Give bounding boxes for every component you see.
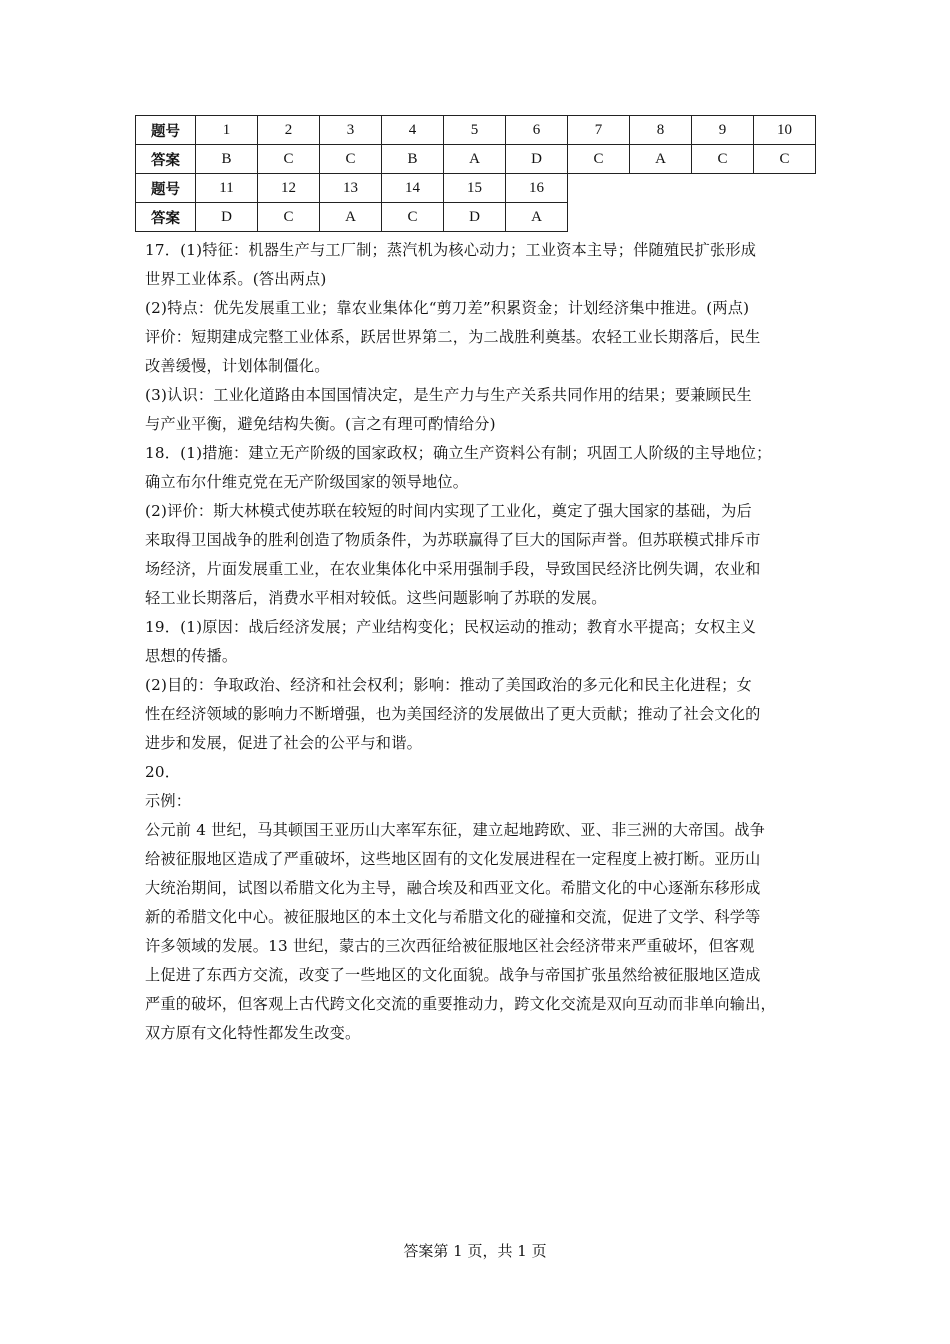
text-line: 大统治期间，试图以希腊文化为主导，融合埃及和西亚文化。希腊文化的中心逐渐东移形成 <box>145 879 761 897</box>
answer-header: 答案 <box>136 145 196 174</box>
text-line: 上促进了东西方交流，改变了一些地区的文化面貌。战争与帝国扩张虽然给被征服地区造成 <box>145 966 761 984</box>
text-line: (2)评价：斯大林模式使苏联在较短的时间内实现了工业化，奠定了强大国家的基础，为后 <box>145 502 752 520</box>
answer-cell: D <box>506 145 568 174</box>
text-line: 新的希腊文化中心。被征服地区的本土文化与希腊文化的碰撞和交流，促进了文学、科学等 <box>145 908 761 926</box>
table-row <box>136 203 816 232</box>
text-line: (3)认识：工业化道路由本国国情决定，是生产力与生产关系共同作用的结果；要兼顾民生 <box>145 386 752 404</box>
question-number: 4 <box>382 116 444 145</box>
text-line: 改善缓慢，计划体制僵化。 <box>145 357 330 375</box>
text-line: 双方原有文化特性都发生改变。 <box>145 1024 361 1042</box>
text-line: 20． <box>145 763 181 781</box>
answer-cell: C <box>320 145 382 174</box>
answer-cell: B <box>196 145 258 174</box>
answer-cell: C <box>568 145 630 174</box>
text-line: 评价：短期建成完整工业体系，跃居世界第二，为二战胜利奠基。农轻工业长期落后，民生 <box>145 328 761 346</box>
answer-cell: A <box>444 145 506 174</box>
question-number: 10 <box>754 116 816 145</box>
text-line: 17．(1)特征：机器生产与工厂制；蒸汽机为核心动力；工业资本主导；伴随殖民扩张形成 <box>145 241 757 259</box>
question-number-header: 题号 <box>136 116 196 145</box>
empty-cell <box>568 203 816 232</box>
text-line: 来取得卫国战争的胜利创造了物质条件，为苏联赢得了巨大的国际声誉。但苏联模式排斥市 <box>145 531 761 549</box>
answer-cell: A <box>630 145 692 174</box>
answer-cell: C <box>692 145 754 174</box>
question-number: 7 <box>568 116 630 145</box>
question-number: 12 <box>258 174 320 203</box>
question-number: 2 <box>258 116 320 145</box>
answer-cell: A <box>320 203 382 232</box>
text-line: (2)目的：争取政治、经济和社会权利；影响：推动了美国政治的多元化和民主化进程；女 <box>145 676 752 694</box>
answer-header: 答案 <box>136 203 196 232</box>
question-number: 6 <box>506 116 568 145</box>
text-line: 示例： <box>145 792 192 810</box>
text-line: 与产业平衡，避免结构失衡。(言之有理可酌情给分) <box>145 415 496 433</box>
question-number: 16 <box>506 174 568 203</box>
empty-cell <box>568 174 816 203</box>
answer-cell: B <box>382 145 444 174</box>
answer-cell: A <box>506 203 568 232</box>
question-number: 8 <box>630 116 692 145</box>
question-number: 9 <box>692 116 754 145</box>
text-line: 许多领域的发展。13 世纪，蒙古的三次西征给被征服地区社会经济带来严重破坏，但客观 <box>145 937 755 955</box>
text-line: 确立布尔什维克党在无产阶级国家的领导地位。 <box>145 473 469 491</box>
text-line: (2)特点：优先发展重工业；靠农业集体化“剪刀差”积累资金；计划经济集中推进。(两点) <box>145 299 750 317</box>
answer-cell: C <box>258 203 320 232</box>
answer-cell: D <box>444 203 506 232</box>
answer-cell: C <box>754 145 816 174</box>
text-line: 性在经济领域的影响力不断增强，也为美国经济的发展做出了更大贡献；推动了社会文化的 <box>145 705 761 723</box>
text-line: 进步和发展，促进了社会的公平与和谐。 <box>145 734 422 752</box>
question-number: 15 <box>444 174 506 203</box>
table-row <box>136 145 816 174</box>
question-number: 1 <box>196 116 258 145</box>
table-row <box>136 174 816 203</box>
text-line: 19．(1)原因：战后经济发展；产业结构变化；民权运动的推动；教育水平提高；女权主义 <box>145 618 757 636</box>
text-line: 场经济，片面发展重工业，在农业集体化中采用强制手段，导致国民经济比例失调，农业和 <box>145 560 761 578</box>
question-number-header: 题号 <box>136 174 196 203</box>
text-line: 18．(1)措施：建立无产阶级的国家政权；确立生产资料公有制；巩固工人阶级的主导地位； <box>145 444 772 462</box>
question-number: 5 <box>444 116 506 145</box>
text-line: 世界工业体系。(答出两点) <box>145 270 327 288</box>
question-number: 3 <box>320 116 382 145</box>
text-line: 轻工业长期落后，消费水平相对较低。这些问题影响了苏联的发展。 <box>145 589 607 607</box>
answer-body <box>145 236 813 1048</box>
question-number: 13 <box>320 174 382 203</box>
question-number: 11 <box>196 174 258 203</box>
text-line: 公元前 4 世纪，马其顿国王亚历山大率军东征，建立起地跨欧、亚、非三洲的大帝国。战争 <box>145 821 766 839</box>
answer-cell: C <box>258 145 320 174</box>
text-line: 给被征服地区造成了严重破坏，这些地区固有的文化发展进程在一定程度上被打断。亚历山 <box>145 850 761 868</box>
question-number: 14 <box>382 174 444 203</box>
page-footer: 答案第 1 页，共 1 页 <box>403 1242 547 1260</box>
answer-table <box>135 115 816 232</box>
text-line: 思想的传播。 <box>145 647 238 665</box>
answer-cell: D <box>196 203 258 232</box>
text-line: 严重的破坏，但客观上古代跨文化交流的重要推动力，跨文化交流是双向互动而非单向输出， <box>145 995 776 1013</box>
table-row <box>136 116 816 145</box>
answer-cell: C <box>382 203 444 232</box>
